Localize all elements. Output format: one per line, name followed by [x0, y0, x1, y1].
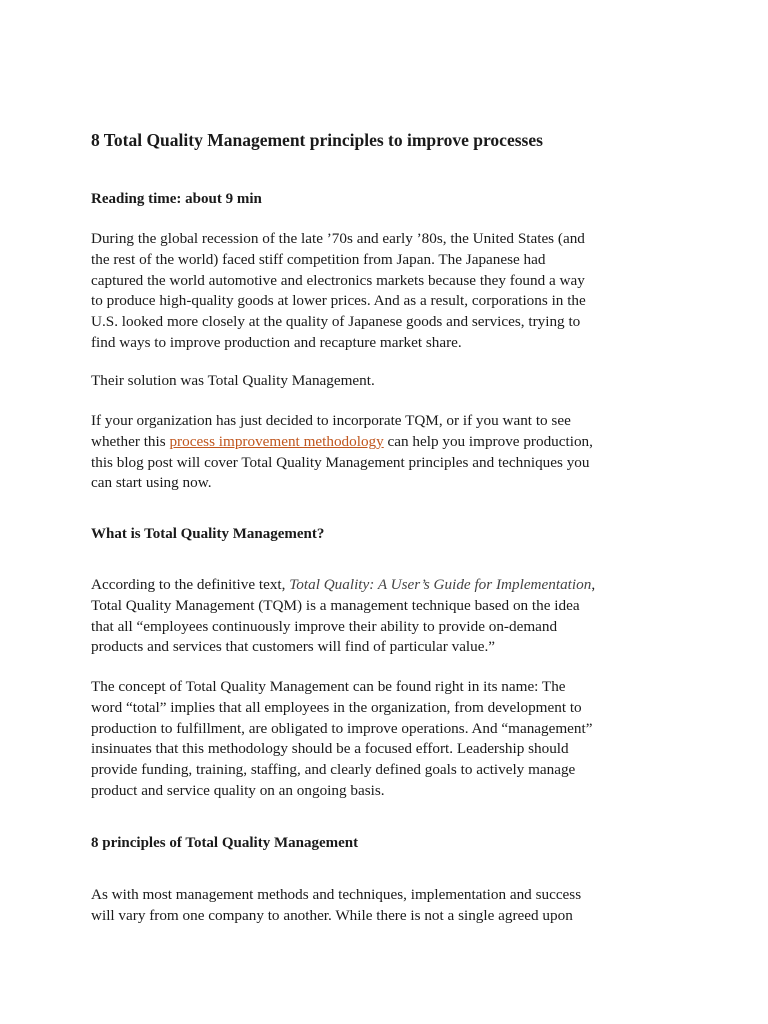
text-line: provide funding, training, staffing, and clearly defined goals to actively manage [91, 761, 576, 779]
concept-paragraph [91, 677, 681, 802]
text-fragment: , [591, 576, 596, 593]
intro-paragraph [91, 229, 681, 354]
section-heading-principles: 8 principles of Total Quality Management [91, 835, 359, 851]
solution-paragraph [91, 371, 681, 392]
text-line: to produce high-quality goods at lower prices. And as a result, corporations in the [91, 292, 586, 310]
text-fragment: According to the definitive text, [91, 576, 290, 593]
text-line: The concept of Total Quality Management can be found right in its name: The [91, 678, 566, 695]
reading-time: Reading time: about 9 min [91, 191, 262, 207]
text-line: this blog post will cover Total Quality Management principles and techniques you [91, 453, 590, 471]
section-heading-what-is-tqm: What is Total Quality Management? [91, 526, 325, 542]
process-improvement-link[interactable]: process improvement methodology [169, 432, 384, 450]
article-title: 8 Total Quality Management principles to improve processes [91, 130, 543, 150]
text-line: captured the world automotive and electronics markets because they found a way [91, 271, 585, 289]
text-line: can start using now. [91, 474, 212, 492]
text-line [91, 575, 681, 596]
text-line: will vary from one company to another. While there is not a single agreed upon [91, 906, 573, 924]
principles-paragraph [91, 885, 681, 927]
text-line: During the global recession of the late ’70s and early ’80s, the United States (and [91, 230, 585, 247]
text-line: If your organization has just decided to incorporate TQM, or if you want to see [91, 412, 571, 429]
text-line: Their solution was Total Quality Management. [91, 372, 375, 389]
definition-paragraph [91, 575, 681, 658]
text-line: that all “employees continuously improve their ability to provide on-demand [91, 617, 558, 635]
text-line: the rest of the world) faced stiff competition from Japan. The Japanese had [91, 250, 546, 268]
text-fragment: whether this [91, 432, 170, 450]
book-title: Total Quality: A User’s Guide for Implementation [289, 576, 592, 593]
text-line: find ways to improve production and recapture market share. [91, 333, 462, 351]
text-line: production to fulfillment, are obligated to improve operations. And “management” [91, 719, 593, 737]
text-line: insinuates that this methodology should be a focused effort. Leadership should [91, 740, 569, 758]
text-line: U.S. looked more closely at the quality of Japanese goods and services, trying to [91, 313, 581, 331]
text-line: Total Quality Management (TQM) is a management technique based on the idea [91, 596, 580, 614]
text-line: As with most management methods and techniques, implementation and success [91, 886, 582, 903]
text-line: product and service quality on an ongoing basis. [91, 781, 385, 799]
text-line: word “total” implies that all employees in the organization, from development to [91, 698, 582, 716]
text-fragment: can help you improve production, [383, 432, 593, 450]
text-line [91, 432, 681, 453]
tqm-intro-paragraph [91, 411, 681, 494]
text-line: products and services that customers will find of particular value.” [91, 638, 496, 656]
